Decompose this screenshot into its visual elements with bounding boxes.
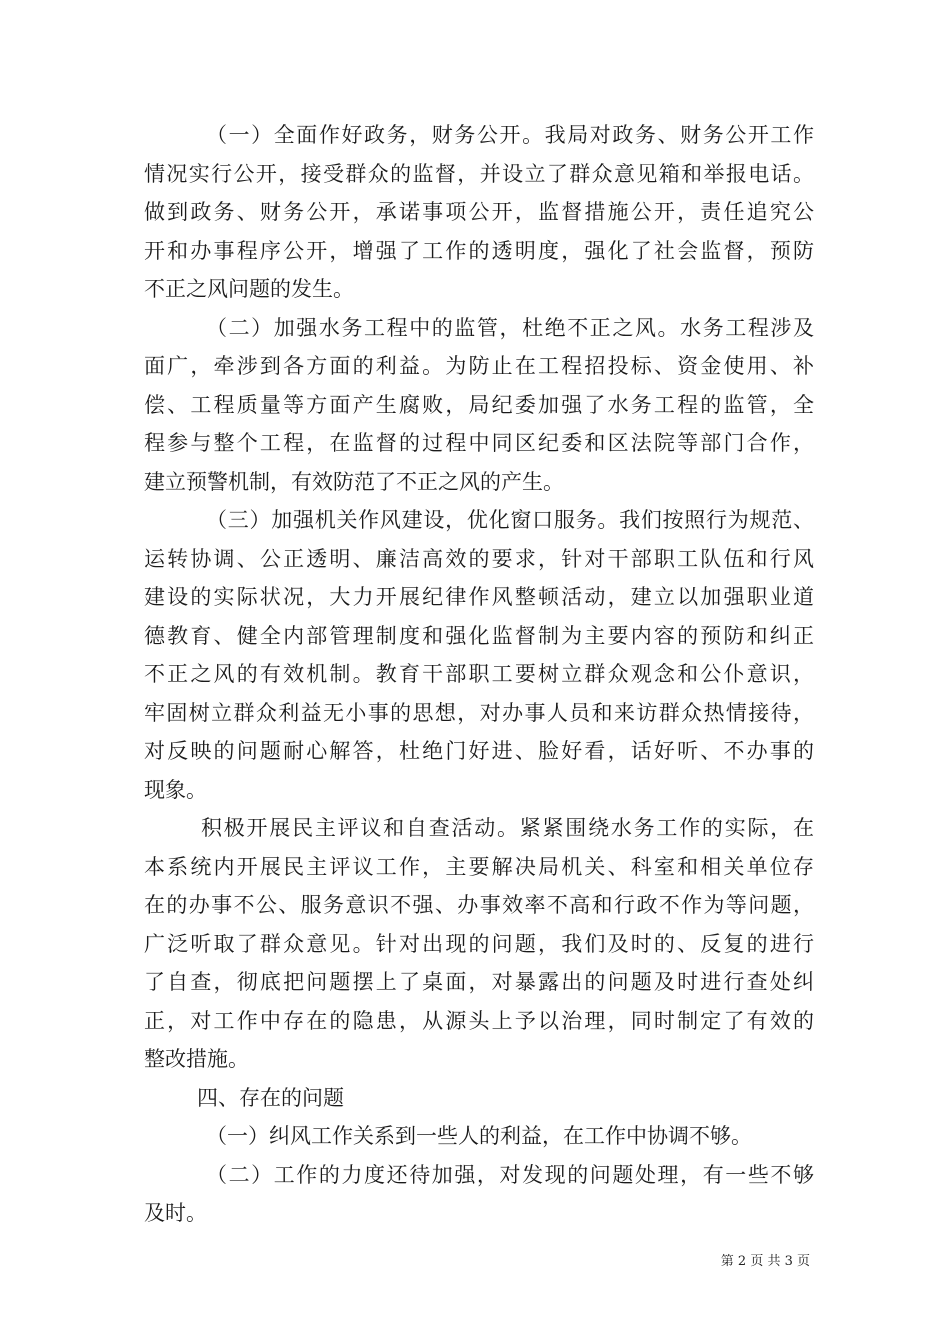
text-line: （二）工作的力度还待加强，对发现的问题处理，有一些不够 [206,1162,814,1187]
text-line: 了自查，彻底把问题摆上了桌面，对暴露出的问题及时进行查处纠 [144,970,814,994]
text-line: （二）加强水务工程中的监管，杜绝不正之风。水务工程涉及 [206,315,814,340]
text-line: （三）加强机关作风建设，优化窗口服务。我们按照行为规范、 [206,508,814,532]
text-line: 四、存在的问题 [197,1085,344,1110]
text-line: 现象。 [144,777,207,802]
paragraph-2 [144,309,814,502]
text-line: 不正之风问题的发生。 [144,277,354,301]
text-line: 运转协调、公正透明、廉洁高效的要求，针对干部职工队伍和行风 [144,546,814,571]
text-line: 及时。 [144,1201,207,1225]
text-line: 开和办事程序公开，增强了工作的透明度，强化了社会监督，预防 [144,238,814,263]
page-number: 第 2 页 共 3 页 [720,1254,810,1269]
text-line: 对反映的问题耐心解答，杜绝门好进、脸好看，话好听、不办事的 [144,739,814,763]
text-line: 积极开展民主评议和自查活动。紧紧围绕水务工作的实际，在 [201,816,814,840]
text-line: 情况实行公开，接受群众的监督，并设立了群众意见箱和举报电话。 [144,161,814,186]
paragraph-3 [144,501,814,809]
text-line: （一）纠风工作关系到一些人的利益，在工作中协调不够。 [206,1124,752,1148]
text-line: 做到政务、财务公开，承诺事项公开，监督措施公开，责任追究公 [144,200,814,224]
text-line: 建设的实际状况，大力开展纪律作风整顿活动，建立以加强职业道 [144,585,814,609]
text-line: 建立预警机制，有效防范了不正之风的产生。 [144,469,564,494]
text-line: （一）全面作好政务，财务公开。我局对政务、财务公开工作 [206,123,814,147]
text-line: 正，对工作中存在的隐患，从源头上予以治理，同时制定了有效的 [144,1008,814,1033]
text-line: 程参与整个工程，在监督的过程中同区纪委和区法院等部门合作， [144,431,814,455]
text-line: 广泛听取了群众意见。针对出现的问题，我们及时的、反复的进行 [144,931,814,956]
text-line: 牢固树立群众利益无小事的思想，对办事人员和来访群众热情接待， [144,700,814,725]
text-line: 不正之风的有效机制。教育干部职工要树立群众观念和公仆意识， [144,662,814,686]
text-line: 面广，牵涉到各方面的利益。为防止在工程招投标、资金使用、补 [144,354,814,378]
paragraph-1 [144,116,814,309]
text-line: 德教育、健全内部管理制度和强化监督制为主要内容的预防和纠正 [144,623,814,648]
document-body [144,116,814,1233]
text-line: 在的办事不公、服务意识不强、办事效率不高和行政不作为等问题， [144,893,814,917]
paragraph-4 [144,809,814,1079]
text-line: 偿、工程质量等方面产生腐败，局纪委加强了水务工程的监管，全 [144,392,814,417]
section-heading [144,1079,814,1118]
text-line: 本系统内开展民主评议工作，主要解决局机关、科室和相关单位存 [144,854,814,879]
paragraph-7 [144,1156,814,1233]
paragraph-6 [144,1117,814,1156]
text-line: 整改措施。 [144,1047,249,1071]
